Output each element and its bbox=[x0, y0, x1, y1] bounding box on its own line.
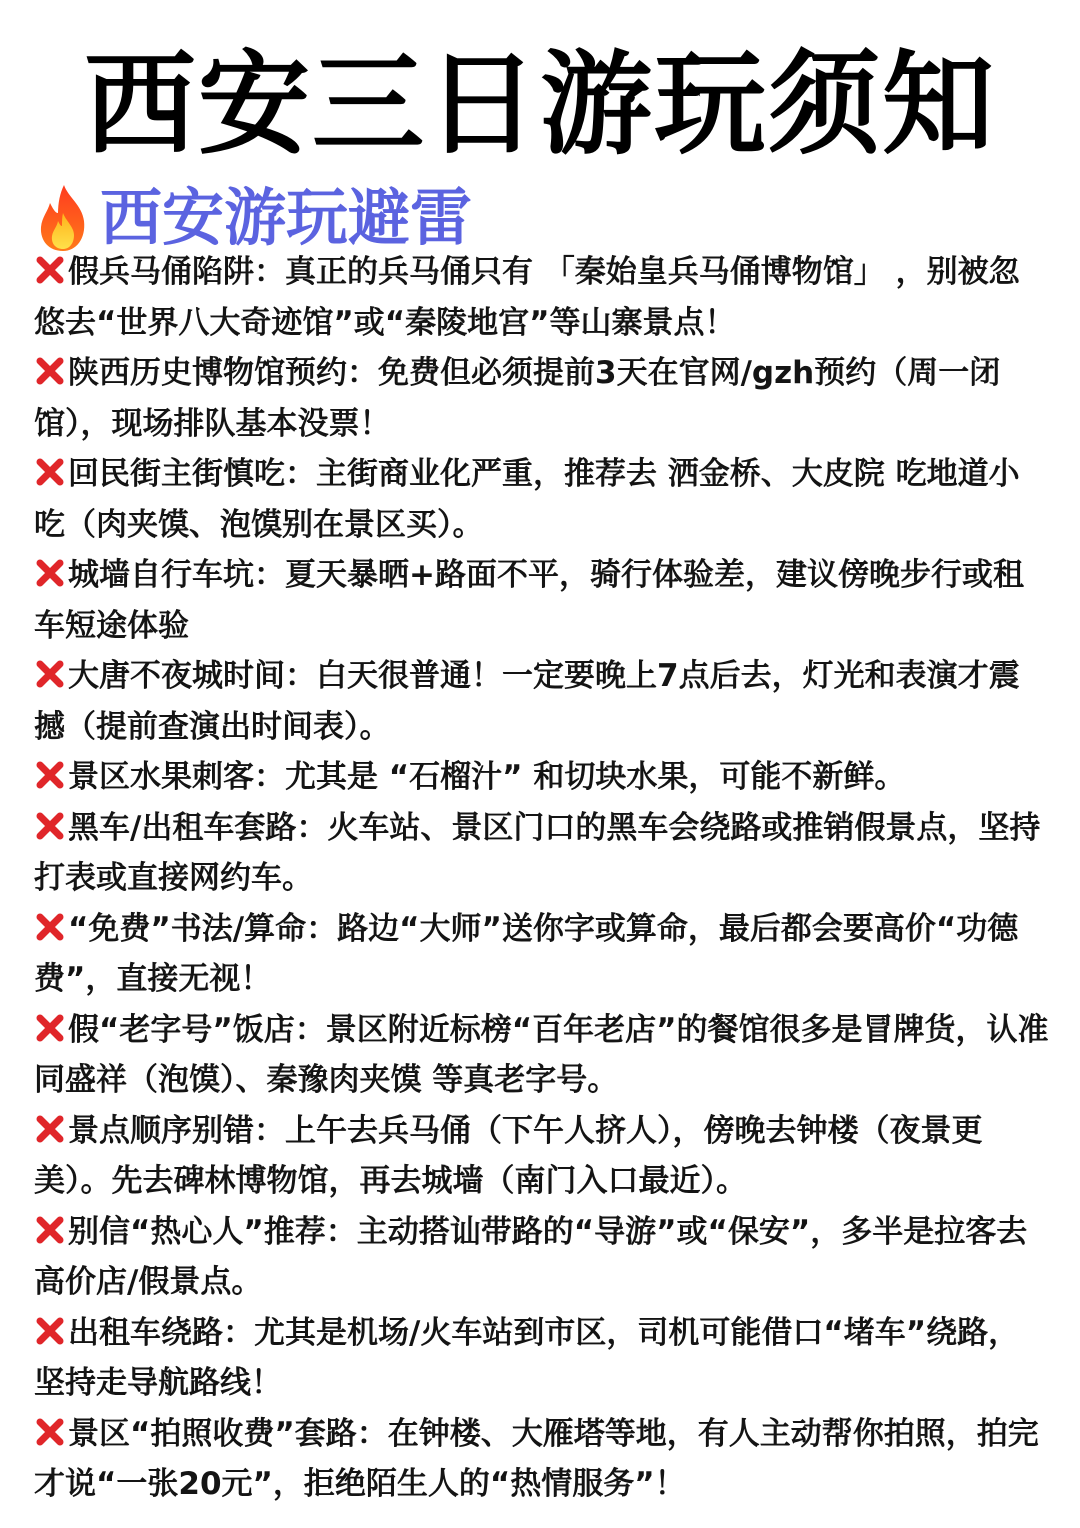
cross-mark-icon bbox=[34, 655, 66, 687]
tips-list bbox=[34, 247, 1050, 1510]
cross-mark-icon bbox=[34, 453, 66, 485]
tip-item bbox=[34, 803, 1050, 904]
section-header bbox=[34, 178, 472, 258]
tip-item bbox=[34, 1409, 1050, 1510]
tip-text: 别信“热心人”推荐：主动搭讪带路的“导游”或“保安”，多半是拉客去高价店/假景点。 bbox=[34, 1213, 1028, 1300]
tip-item bbox=[34, 449, 1050, 550]
cross-mark-icon bbox=[34, 1110, 66, 1142]
tip-text: 城墙自行车坑：夏天暴晒+路面不平，骑行体验差，建议傍晚步行或租车短途体验 bbox=[34, 557, 1024, 644]
cross-mark-icon bbox=[34, 756, 66, 788]
tip-text: 假“老字号”饭店：景区附近标榜“百年老店”的餐馆很多是冒牌货，认准 同盛祥（泡馍）、秦豫肉夹馍 等真老字号。 bbox=[34, 1011, 1049, 1098]
tip-item bbox=[34, 1207, 1050, 1308]
tip-item bbox=[34, 752, 1050, 803]
tip-text: 景区水果刺客：尤其是 “石榴汁” 和切块水果，可能不新鲜。 bbox=[68, 759, 906, 795]
page-title: 西安三日游玩须知 bbox=[84, 40, 996, 170]
tip-item bbox=[34, 550, 1050, 651]
tip-item bbox=[34, 651, 1050, 752]
tip-item bbox=[34, 1005, 1050, 1106]
tip-text: 黑车/出租车套路：火车站、景区门口的黑车会绕路或推销假景点，坚持打表或直接网约车。 bbox=[34, 809, 1041, 896]
tip-text: 大唐不夜城时间：白天很普通！一定要晚上7点后去，灯光和表演才震撼（提前查演出时间表）。 bbox=[34, 658, 1020, 745]
tip-item bbox=[34, 1106, 1050, 1207]
cross-mark-icon bbox=[34, 807, 66, 839]
cross-mark-icon bbox=[34, 1312, 66, 1344]
tip-item bbox=[34, 1308, 1050, 1409]
tip-item bbox=[34, 247, 1050, 348]
tip-text: 陕西历史博物馆预约：免费但必须提前3天在官网/gzh预约（周一闭馆），现场排队基本没票！ bbox=[34, 355, 1001, 442]
cross-mark-icon bbox=[34, 1211, 66, 1243]
section-title: 西安游玩避雷 bbox=[100, 181, 473, 254]
tip-text: “免费”书法/算命：路边“大师”送你字或算命，最后都会要高价“功德费”，直接无视！ bbox=[34, 910, 1019, 997]
tip-text: 景区“拍照收费”套路：在钟楼、大雁塔等地，有人主动帮你拍照，拍完才说“一张20元”，拒绝陌生人的“热情服务”！ bbox=[34, 1415, 1039, 1502]
cross-mark-icon bbox=[34, 352, 66, 384]
tip-text: 回民街主街慎吃：主街商业化严重，推荐去 洒金桥、大皮院 吃地道小吃（肉夹馍、泡馍别在景区买）。 bbox=[34, 456, 1020, 543]
cross-mark-icon bbox=[34, 1413, 66, 1445]
cross-mark-icon bbox=[34, 554, 66, 586]
tip-text: 景点顺序别错：上午去兵马俑（下午人挤人），傍晚去钟楼（夜景更美）。先去碑林博物馆，再去城墙（南门入口最近）。 bbox=[34, 1112, 983, 1199]
tip-item bbox=[34, 348, 1050, 449]
tip-text: 假兵马俑陷阱：真正的兵马俑只有 「秦始皇兵马俑博物馆」 ，别被忽悠去“世界八大奇迹馆”或“秦陵地宫”等山寨景点！ bbox=[34, 254, 1020, 341]
cross-mark-icon bbox=[34, 251, 66, 283]
tip-text: 出租车绕路：尤其是机场/火车站到市区，司机可能借口“堵车”绕路，坚持走导航路线！ bbox=[34, 1314, 1020, 1401]
fire-icon bbox=[34, 183, 92, 253]
cross-mark-icon bbox=[34, 908, 66, 940]
cross-mark-icon bbox=[34, 1009, 66, 1041]
tip-item bbox=[34, 904, 1050, 1005]
